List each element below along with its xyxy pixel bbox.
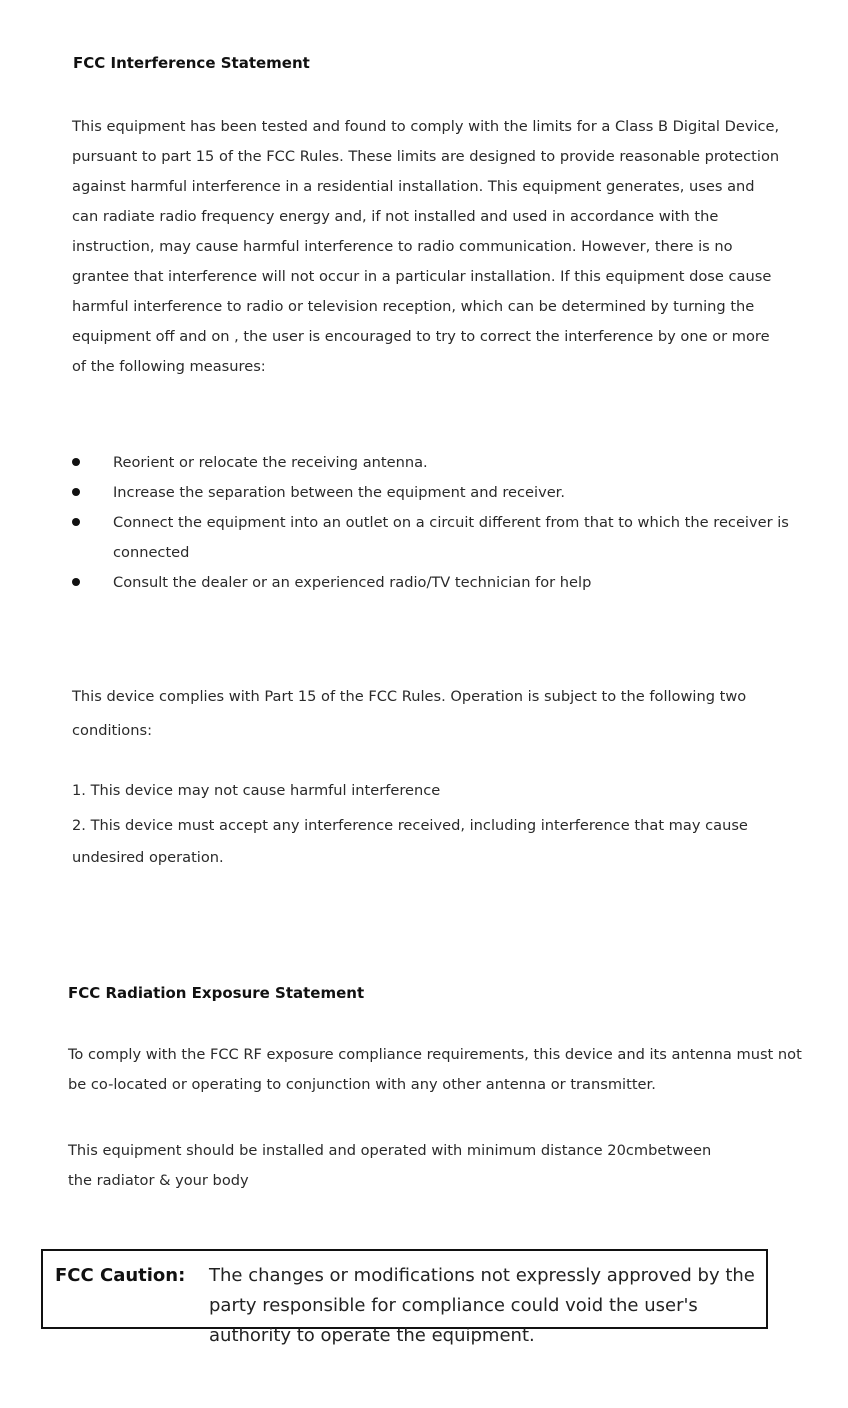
radiation-body-2: This equipment should be installed and operated with minimum distance 20cmbetween the radiator & your body [68,1142,712,1189]
caution-text: The changes or modifications not expressly approved by the party responsible for compliance could void the user's authority to operate the equipment. [209,1265,755,1346]
measure-text: Reorient or relocate the receiving antenna. [113,454,428,471]
bullet-icon [72,518,80,526]
bullet-icon [72,458,80,466]
interference-heading: FCC Interference Statement [73,54,310,72]
list-item [72,448,792,478]
caution-box [41,1249,768,1346]
list-item [72,568,792,598]
bullet-icon [72,488,80,496]
radiation-heading: FCC Radiation Exposure Statement [68,984,365,1002]
measure-text: Consult the dealer or an experienced radio/TV technician for help [113,574,592,591]
caution-label: FCC Caution: [55,1265,186,1286]
interference-body: This equipment has been tested and found to comply with the limits for a Class B Digital Device, pursuant to part 15 of the FCC Rules. These limits are designed to provide reasonable protection against harmful interference in a residential installation. This equipment generates, uses and can radiate radio frequency energy and, if not installed and used in accordance with the instruction, may cause harmful interference to radio communication. However, there is no grantee that interference will not occur in a particular installation. If this equipment dose cause harmful interference to radio or television reception, which can be determined by turning the equipment off and on , the user is encouraged to try to correct the interference by one or more of the following measures: [72,118,780,375]
measure-text: Increase the separation between the equipment and receiver. [113,484,565,501]
measure-text: Connect the equipment into an outlet on a circuit different from that to which the receiver is connected [113,514,789,561]
radiation-body-1: To comply with the FCC RF exposure compliance requirements, this device and its antenna must not be co-located or operating to conjunction with any other antenna or transmitter. [68,1046,802,1093]
list-item [72,478,792,508]
measures-list [72,448,792,598]
list-item [72,508,792,568]
compliance-condition-1: 1. This device may not cause harmful interference [72,782,441,799]
compliance-condition-2: 2. This device must accept any interference received, including interference that may cause undesired operation. [72,817,748,866]
compliance-intro: This device complies with Part 15 of the FCC Rules. Operation is subject to the following two conditions: [72,688,747,739]
bullet-icon [72,578,80,586]
